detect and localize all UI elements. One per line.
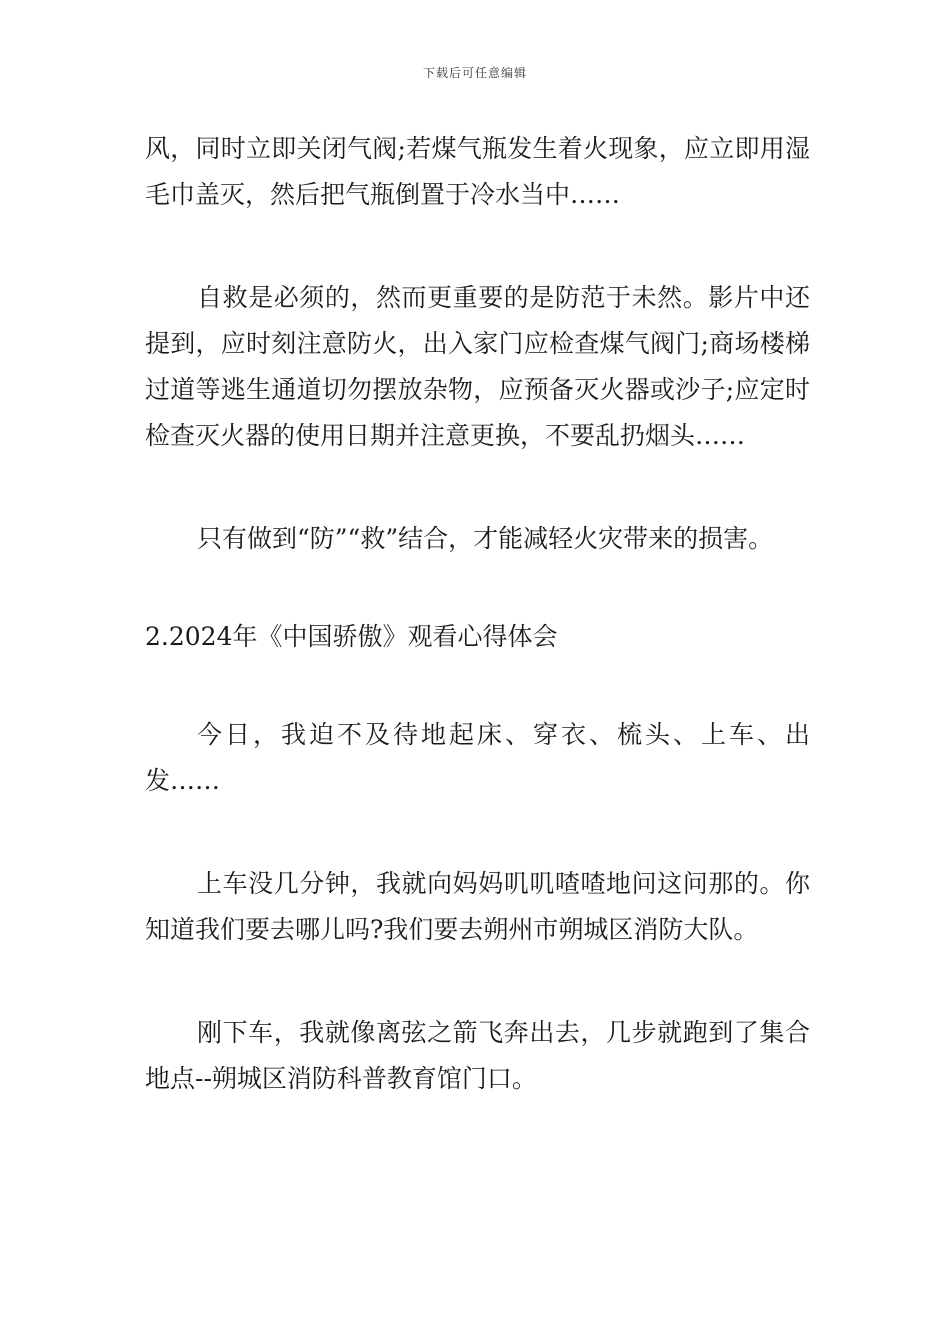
paragraph-gas-cylinder: 风，同时立即关闭气阀;若煤气瓶发生着火现象，应立即用湿毛巾盖灭，然后把气瓶倒置于冷水当中…… xyxy=(145,134,810,209)
page-header: 下载后可任意编辑 xyxy=(422,66,527,80)
paragraph-departure: 今日，我迫不及待地起床、穿衣、梳头、上车、出发…… xyxy=(145,720,810,795)
paragraph-arrival: 刚下车，我就像离弦之箭飞奔出去，几步就跑到了集合地点--朔城区消防科普教育馆门口。 xyxy=(145,1018,810,1093)
paragraph-prevention: 自救是必须的，然而更重要的是防范于未然。影片中还提到，应时刻注意防火，出入家门应检查煤气阀门;商场楼梯过道等逃生通道切勿摆放杂物，应预备灭火器或沙子;应定时检查灭火器的使用日期并注意更换，不要乱扔烟头…… xyxy=(145,283,810,450)
section-heading: 2.2024年《中国骄傲》观看心得体会 xyxy=(145,622,558,651)
document-body xyxy=(145,126,810,1102)
paragraph-conclusion: 只有做到“防”“救”结合，才能减轻火灾带来的损害。 xyxy=(197,524,774,553)
paragraph-destination: 上车没几分钟，我就向妈妈叽叽喳喳地问这问那的。你知道我们要去哪儿吗?我们要去朔州市朔城区消防大队。 xyxy=(145,869,810,944)
